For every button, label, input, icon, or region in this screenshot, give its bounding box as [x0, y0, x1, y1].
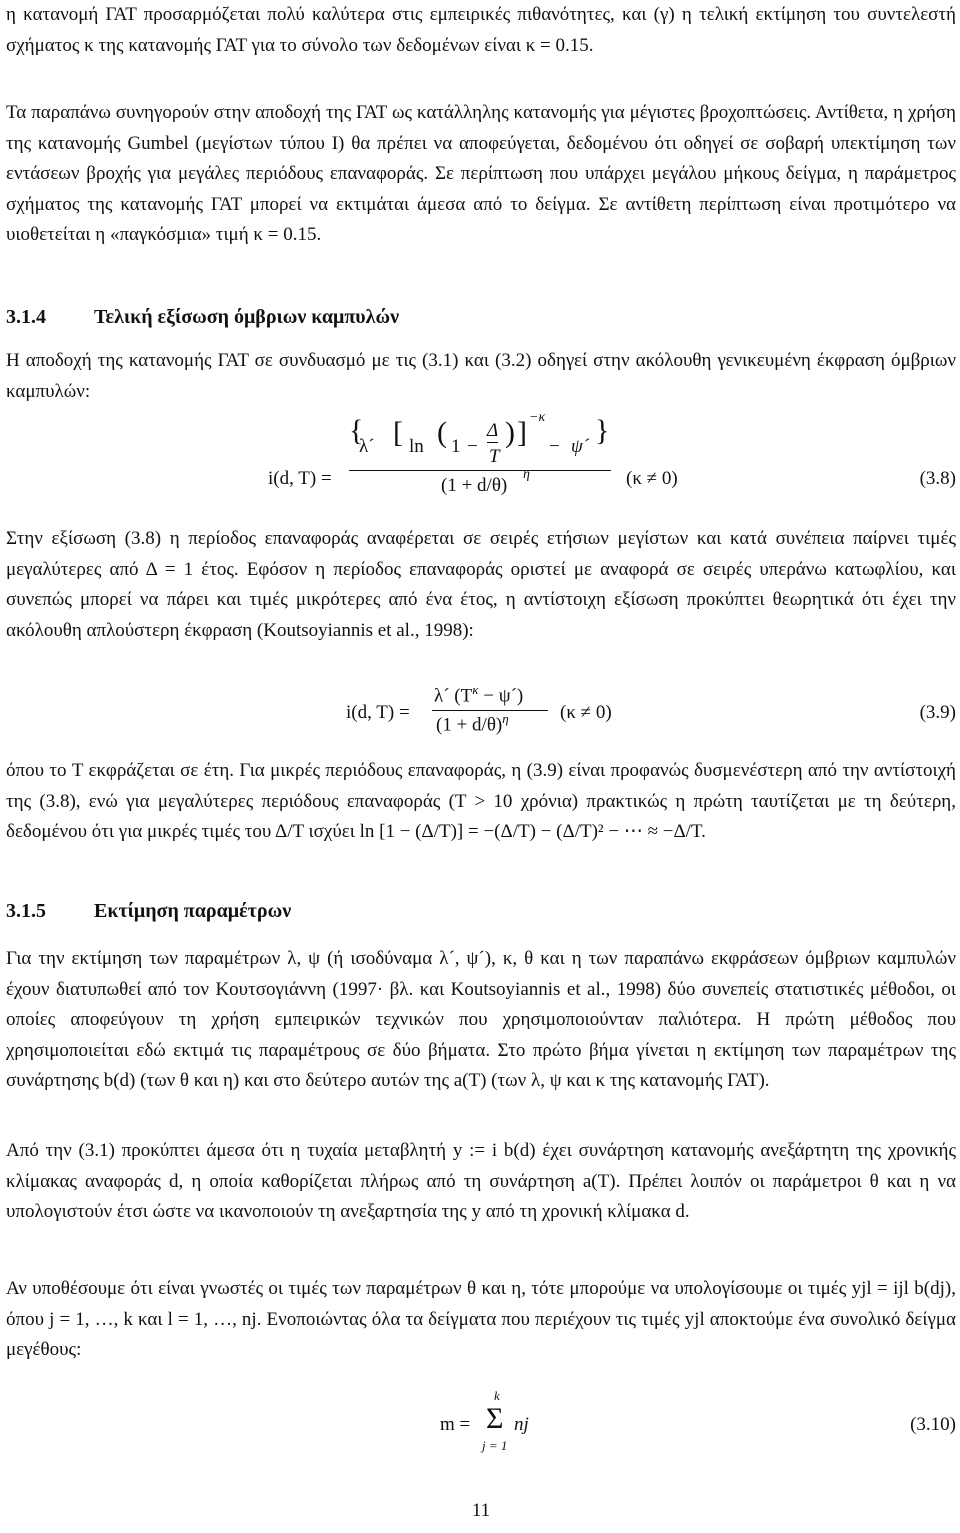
eq39-eta: η: [502, 711, 509, 726]
paragraph-8: Αν υποθέσουμε ότι είναι γνωστές οι τιμές των παραμέτρων θ και η, τότε μπορούμε να υπολογίσουμε οι τιμές yjl = ijl b(dj), όπου j = 1, …, k και l = 1, …, nj. Ενοποιώντας όλα τα δείγματα που περιέχουν τις τιμές yjl αποκτούμε ένα συνολικό δείγμα μεγέθους:: [6, 1278, 956, 1360]
eq38-delta: Δ: [487, 420, 499, 441]
eq38-denominator: (1 + d/θ): [441, 475, 508, 496]
eq39-number: (3.9): [919, 702, 956, 723]
eq38-one: 1: [451, 436, 461, 457]
paragraph-1: η κατανομή ΓΑΤ προσαρμόζεται πολύ καλύτερα στις εμπειρικές πιθανότητες, και (γ) η τελική εκτίμηση του συντελεστή σχήματος κ της κατανομής ΓΑΤ για το σύνολο των δεδομένων είναι κ = 0.15.: [6, 4, 956, 56]
eq38-lhs: i(d, T) =: [268, 468, 332, 489]
eq310-number: (3.10): [910, 1414, 956, 1435]
page-number: 11: [471, 1500, 491, 1521]
paragraph-5: όπου το T εκφράζεται σε έτη. Για μικρές περιόδους επαναφοράς, η (3.9) είναι προφανώς δυσμενέστερη από την αντίστοιχή της (3.8), ενώ για μεγαλύτερες περιόδους επαναφοράς (T > 10 χρόνια) πρακτικώς η πρώτη ταυτίζεται με τη δεύτερη, δεδομένου ότι για μικρές τιμές του Δ/T ισχύει ln [1 − (Δ/T)] = −(Δ/T) − (Δ/T)² − ⋯ ≈ −Δ/T.: [6, 760, 956, 842]
equation-3-8: i(d, T) = { λ´ [ ln ( 1 − Δ T ) ] −κ − ψ´ } (1 + d/θ) η (κ ≠ 0) (3.8): [268, 410, 956, 496]
eq38-psi: ψ´: [571, 436, 590, 457]
eq39-denominator: (1 + d/θ): [436, 714, 503, 736]
eq38-kappa-exponent: −κ: [529, 410, 546, 425]
section-heading-3-1-4: [6, 306, 399, 329]
eq38-number: (3.8): [919, 468, 956, 489]
eq39-numerator-tail: − ψ´): [483, 685, 524, 707]
eq310-lower-limit: j = 1: [482, 1438, 508, 1453]
paragraph-4: Στην εξίσωση (3.8) η περίοδος επαναφοράς αναφέρεται σε σειρές ετήσιων μεγίστων και κατά συνέπεια παίρνει τιμές μεγαλύτερες από Δ = 1 έτος. Εφόσον η περίοδος επαναφοράς οριστεί με αναφορά σε σειρές υπεράνω κατωφλίου, και συνεπώς μπορεί να πάρει και τιμές μικρότερες από ένα έτος, η αντίστοιχη εξίσωση προκύπτει θεωρητικά ότι έχει την ακόλουθη απλούστερη έκφραση (Koutsoyiannis et al., 1998):: [6, 528, 956, 641]
section-title: Τελική εξίσωση όμβριων καμπυλών: [94, 306, 400, 328]
eq310-upper-limit: k: [494, 1388, 500, 1403]
eq38-lambda: λ´: [359, 436, 375, 457]
eq38-eta: η: [523, 467, 530, 482]
equation-3-9: [6, 682, 956, 744]
eq38-T: T: [489, 446, 500, 467]
eq310-lhs: m =: [440, 1414, 471, 1435]
document-page: [6, 0, 956, 1533]
section-number: 3.1.5: [6, 900, 46, 922]
eq39-condition: (κ ≠ 0): [560, 702, 612, 723]
paragraph-7: Από την (3.1) προκύπτει άμεσα ότι η τυχαία μεταβλητή y := i b(d) έχει συνάρτηση κατανομής ανεξάρτητη της χρονικής κλίμακας αναφοράς d, η οποία καθορίζεται πλήρως από τη συνάρτηση a(T). Πρέπει λοιπόν οι παράμετροι θ και η να υπολογιστούν έτσι ώστε να ικανοποιούν τη ανεξαρτησία της y από τη χρονική κλίμακα d.: [6, 1140, 956, 1222]
eq310-term: nj: [514, 1414, 529, 1435]
eq38-ln: ln: [409, 436, 424, 457]
eq39-numerator-text: λ´ (T: [434, 685, 473, 707]
section-number: 3.1.4: [6, 306, 46, 328]
eq39-lhs: i(d, T) =: [346, 702, 410, 723]
eq39-kappa: κ: [472, 682, 479, 697]
section-heading-3-1-5: [6, 900, 291, 923]
section-title: Εκτίμηση παραμέτρων: [94, 900, 292, 922]
equation-3-10: [6, 1388, 956, 1458]
paragraph-6: Για την εκτίμηση των παραμέτρων λ, ψ (ή ισοδύναμα λ´, ψ´), κ, θ και η των παραπάνω εκφράσεων όμβριων καμπυλών έχουν διατυπωθεί από τον Κουτσογιάννη (1997· βλ. και Koutsoyiannis et al., 1998) δύο συνεπείς στατιστικές μέθοδοι, οι οποίες αποφεύγουν τη χρήση εμπειρικών τεχνικών που χρησιμοποιούνταν παλιότερα. Η πρώτη μέθοδος που χρησιμοποιείται εδώ εκτιμά τις παραμέτρους σε δύο βήματα. Στο πρώτο βήμα γίνεται η εκτίμηση των παραμέτρων της συνάρτησης b(d) (των θ και η) και στο δεύτερο αυτών της a(T) (των λ, ψ και κ της κατανομής ΓΑΤ).: [6, 948, 956, 1091]
paragraph-3: Η αποδοχή της κατανομής ΓΑΤ σε συνδυασμό με τις (3.1) και (3.2) οδηγεί στην ακόλουθη γενικευμένη έκφραση όμβριων καμπυλών:: [6, 350, 956, 402]
eq310-sigma: Σ: [486, 1402, 504, 1435]
eq38-condition: (κ ≠ 0): [626, 468, 678, 489]
paragraph-2: Τα παραπάνω συνηγορούν στην αποδοχή της ΓΑΤ ως κατάλληλης κατανομής για μέγιστες βροχοπτώσεις. Αντίθετα, η χρήση της κατανομής Gumbel (μεγίστων τύπου Ι) θα πρέπει να αποφεύγεται, δεδομένου ότι οδηγεί σε σοβαρή υπεκτίμηση των εντάσεων βροχής για μεγάλες περιόδους επαναφοράς. Σε περίπτωση που υπάρχει μεγάλου μήκους δείγμα, η παράμετρος σχήματος της κατανομής ΓΑΤ μπορεί να εκτιμάται άμεσα από το δείγμα. Σε αντίθετη περίπτωση είναι προτιμότερο να υιοθετείται η «παγκόσμια» τιμή κ = 0.15.: [6, 102, 956, 245]
